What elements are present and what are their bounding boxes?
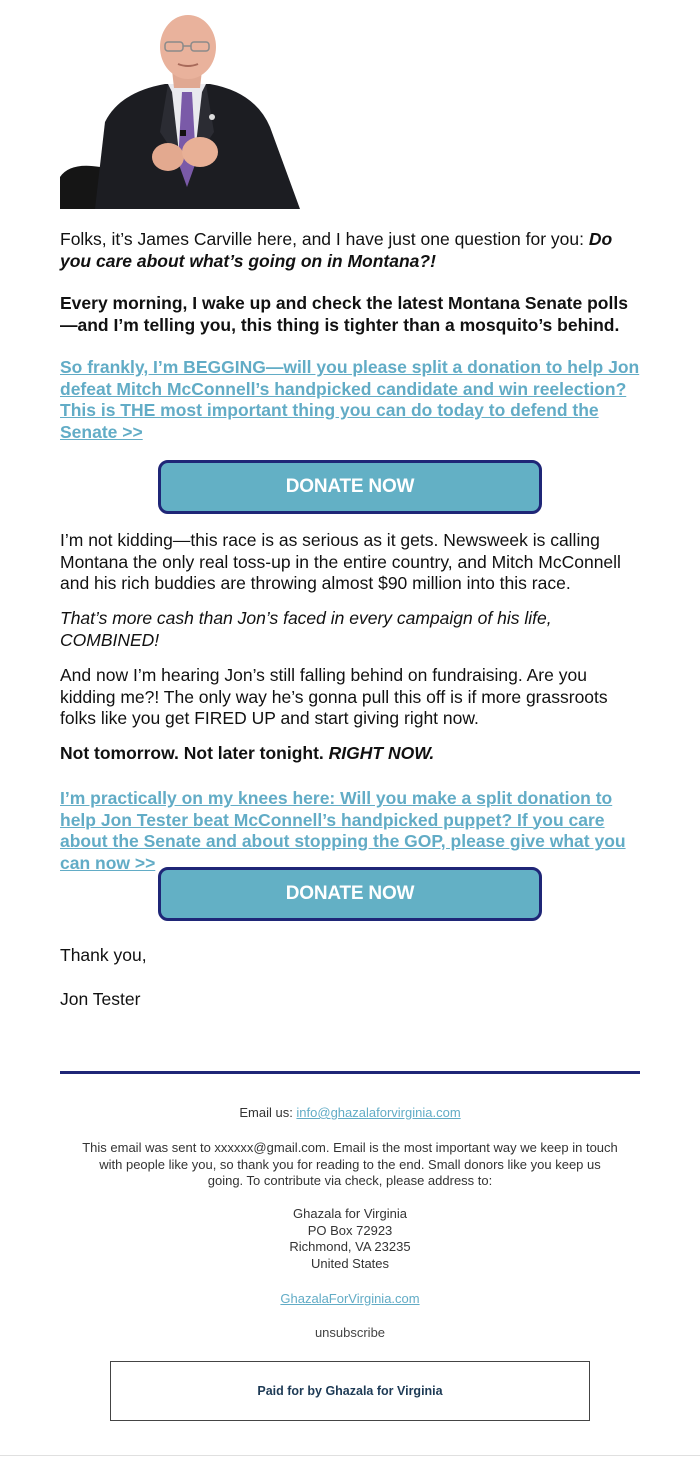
unsubscribe-link[interactable]: unsubscribe xyxy=(314,1325,386,1340)
mailing-address xyxy=(80,1206,620,1272)
donation-link-1-paragraph xyxy=(60,357,645,443)
website-line xyxy=(80,1291,620,1308)
intro-text: Folks, it’s James Carville here, and I have just one question for you: xyxy=(60,229,589,249)
paid-for-disclaimer xyxy=(110,1361,590,1421)
address-line-country: United States xyxy=(310,1255,390,1271)
bottom-border xyxy=(0,1455,700,1456)
serious-race-paragraph: I’m not kidding—this race is as serious as it gets. Newsweek is calling Montana the only real toss-up in the entire country, and Mitch McConnell and his rich buddies are throwing almost $90 million into this race. xyxy=(60,530,621,593)
thanks-text: Thank you, xyxy=(60,945,147,965)
intro-emphasis: Do you care about what’s going on in Montana?! xyxy=(60,229,613,271)
right-now-emphasis: RIGHT NOW. xyxy=(328,743,435,763)
james-carville-photo xyxy=(60,12,300,209)
email-us-line xyxy=(80,1105,620,1122)
paid-for-text: Paid for by Ghazala for Virginia xyxy=(257,1384,443,1398)
address-line-pobox: PO Box 72923 xyxy=(307,1222,393,1238)
address-line-city: Richmond, VA 23235 xyxy=(289,1239,411,1254)
donate-now-button-2[interactable]: DONATE NOW xyxy=(158,867,542,921)
email-us-label: Email us: xyxy=(239,1105,297,1120)
donation-link-2-paragraph xyxy=(60,788,645,874)
signer-name: Jon Tester xyxy=(60,989,141,1009)
address-line-org: Ghazala for Virginia xyxy=(293,1206,407,1221)
footer-notice: This email was sent to xxxxxx@gmail.com. Email is the most important way we keep in touch with people like you, so thank you for reading to the end. Small donors like you keep us going. To contribute via check, please address to: xyxy=(82,1140,618,1188)
donation-link-2[interactable]: I’m practically on my knees here: Will you make a split donation to help Jon Tester beat McConnell’s handpicked puppet? If you care about the Senate and about stopping the GOP, please give what you can now >> xyxy=(60,788,626,873)
email-link[interactable]: info@ghazalaforvirginia.com xyxy=(296,1105,461,1120)
fundraising-paragraph: And now I’m hearing Jon’s still falling behind on fundraising. Are you kidding me?! The only way he’s gonna pull this off is if more grassroots folks like you get FIRED UP and start giving right now. xyxy=(60,665,608,728)
cash-paragraph: That’s more cash than Jon’s faced in every campaign of his life, COMBINED! xyxy=(60,608,552,650)
unsubscribe-line xyxy=(80,1325,620,1342)
intro-paragraph xyxy=(60,229,645,272)
donate-now-button-1[interactable]: DONATE NOW xyxy=(158,460,542,514)
website-link[interactable]: GhazalaForVirginia.com xyxy=(280,1291,420,1306)
polls-paragraph: Every morning, I wake up and check the latest Montana Senate polls—and I’m telling you, this thing is tighter than a mosquito’s behind. xyxy=(60,293,628,335)
footer-divider xyxy=(60,1071,640,1074)
right-now-text: Not tomorrow. Not later tonight. xyxy=(60,743,329,763)
donation-link-1[interactable]: So frankly, I’m BEGGING—will you please split a donation to help Jon defeat Mitch McConnell’s handpicked candidate and win reelection? This is THE most important thing you can do today to defend the Senate >> xyxy=(60,357,640,442)
right-now-paragraph xyxy=(60,743,645,765)
